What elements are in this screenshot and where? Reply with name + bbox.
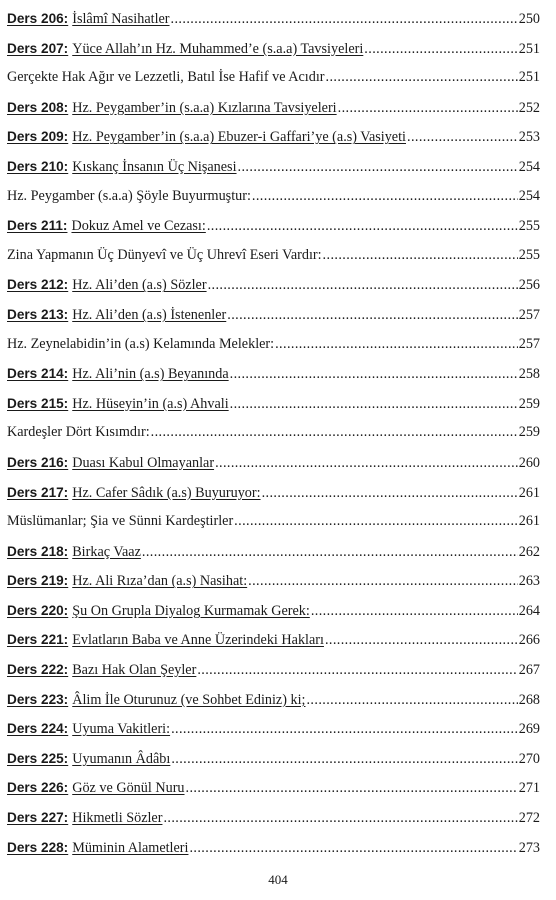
toc-entry[interactable] — [7, 803, 540, 833]
entry-title: Evlatların Baba ve Anne Üzerindeki Hakları — [72, 632, 324, 649]
lesson-number: Ders 207: — [7, 40, 69, 56]
dot-leader — [364, 35, 517, 65]
toc-entry[interactable] — [7, 270, 540, 300]
entry-page-number: 254 — [518, 187, 540, 204]
entry-page-number: 267 — [518, 662, 540, 679]
entry-title: Birkaç Vaaz — [72, 543, 141, 560]
toc-entry[interactable] — [7, 418, 540, 448]
dot-leader — [230, 360, 518, 390]
dot-leader — [326, 63, 518, 93]
lesson-number: Ders 214: — [7, 366, 69, 382]
entry-title: Hz. Ali Rıza’dan (a.s) Nasihat: — [72, 573, 248, 590]
lesson-number: Ders 210: — [7, 158, 69, 174]
entry-page-number: 257 — [518, 335, 540, 352]
toc-entry[interactable] — [7, 773, 540, 803]
lesson-number: Ders 221: — [7, 632, 69, 648]
dot-leader — [234, 507, 518, 537]
lesson-number: Ders 228: — [7, 839, 69, 855]
lesson-number: Ders 222: — [7, 662, 69, 678]
lesson-number: Ders 215: — [7, 395, 69, 411]
entry-title: Duası Kabul Olmayanlar — [72, 454, 215, 471]
dot-leader — [171, 5, 518, 35]
lesson-number: Ders 211: — [7, 218, 68, 234]
dot-leader — [252, 182, 518, 212]
dot-leader — [306, 686, 517, 716]
entry-title: Uyumanın Âdâbı — [72, 750, 171, 767]
toc-entry[interactable] — [7, 507, 540, 537]
entry-title: Hz. Peygamber (s.a.a) Şöyle Buyurmuştur: — [7, 187, 251, 204]
toc-entry[interactable] — [7, 63, 540, 93]
toc-entry[interactable] — [7, 300, 540, 330]
dot-leader — [325, 626, 518, 656]
dot-leader — [275, 330, 518, 360]
dot-leader — [163, 804, 517, 834]
dot-leader — [189, 834, 517, 864]
lesson-number: Ders 216: — [7, 454, 69, 470]
lesson-number: Ders 206: — [7, 11, 69, 26]
entry-title: Dokuz Amel ve Cezası: — [71, 218, 206, 235]
toc-entry[interactable] — [7, 537, 540, 567]
toc-entry[interactable] — [7, 152, 540, 182]
toc-entry[interactable] — [7, 655, 540, 685]
toc-entry[interactable] — [7, 389, 540, 419]
entry-title: Göz ve Gönül Nuru — [72, 780, 185, 797]
lesson-number: Ders 219: — [7, 573, 69, 589]
entry-title: Hz. Peygamber’in (s.a.a) Ebuzer-i Gaffari’ye (a.s) Vasiyeti — [72, 129, 406, 146]
lesson-number: Ders 217: — [7, 484, 69, 500]
entry-page-number: 261 — [518, 513, 540, 530]
toc-entry[interactable] — [7, 4, 540, 34]
entry-title: Hikmetli Sözler — [72, 810, 163, 827]
entry-title: Kıskanç İnsanın Üç Nişanesi — [72, 158, 237, 175]
entry-title: Kardeşler Dört Kısımdır: — [7, 424, 150, 441]
toc-entry[interactable] — [7, 478, 540, 508]
entry-page-number: 263 — [518, 573, 540, 590]
lesson-number: Ders 227: — [7, 810, 69, 826]
page-number: 404 — [268, 872, 288, 887]
dot-leader — [338, 94, 518, 124]
entry-page-number: 259 — [518, 395, 540, 412]
toc-entry[interactable] — [7, 566, 540, 596]
entry-page-number: 264 — [518, 602, 540, 619]
entry-page-number: 251 — [518, 40, 540, 57]
entry-title: Zina Yapmanın Üç Dünyevî ve Üç Uhrevî Eseri Vardır: — [7, 246, 322, 263]
lesson-number: Ders 225: — [7, 750, 69, 766]
dot-leader — [227, 301, 517, 331]
entry-title: Bazı Hak Olan Şeyler — [72, 662, 197, 679]
toc-entry[interactable] — [7, 182, 540, 212]
entry-title: Hz. Ali’nin (a.s) Beyanında — [72, 366, 229, 383]
toc-entry[interactable] — [7, 211, 540, 241]
entry-page-number: 269 — [518, 721, 540, 738]
entry-page-number: 252 — [518, 99, 540, 116]
toc-entry[interactable] — [7, 685, 540, 715]
entry-title: Şu On Grupla Diyalog Kurmamak Gerek: — [72, 602, 310, 619]
lesson-number: Ders 218: — [7, 543, 69, 559]
toc-entry[interactable] — [7, 122, 540, 152]
toc-entry[interactable] — [7, 241, 540, 271]
dot-leader — [323, 241, 518, 271]
lesson-number: Ders 223: — [7, 691, 69, 707]
entry-page-number: 256 — [518, 277, 540, 294]
entry-page-number: 258 — [518, 366, 540, 383]
dot-leader — [262, 479, 518, 509]
toc-entry[interactable] — [7, 34, 540, 64]
entry-title: Hz. Cafer Sâdık (a.s) Buyuruyor: — [72, 484, 261, 501]
table-of-contents — [7, 4, 540, 862]
lesson-number: Ders 212: — [7, 277, 69, 293]
toc-entry[interactable] — [7, 625, 540, 655]
lesson-number: Ders 209: — [7, 129, 69, 145]
dot-leader — [238, 153, 518, 183]
dot-leader — [151, 418, 518, 448]
entry-page-number: 255 — [518, 246, 540, 263]
lesson-number: Ders 224: — [7, 721, 69, 737]
entry-page-number: 268 — [518, 691, 540, 708]
entry-page-number: 266 — [518, 632, 540, 649]
dot-leader — [208, 271, 518, 301]
toc-entry[interactable] — [7, 596, 540, 626]
entry-title: İslâmî Nasihatler — [72, 11, 170, 27]
toc-entry[interactable] — [7, 448, 540, 478]
toc-entry[interactable] — [7, 833, 540, 863]
dot-leader — [311, 597, 518, 627]
lesson-number: Ders 226: — [7, 780, 69, 796]
entry-page-number: 260 — [518, 454, 540, 471]
lesson-number: Ders 213: — [7, 306, 69, 322]
entry-page-number: 257 — [518, 306, 540, 323]
entry-page-number: 262 — [518, 543, 540, 560]
dot-leader — [197, 656, 517, 686]
dot-leader — [215, 449, 518, 479]
entry-page-number: 255 — [518, 218, 540, 235]
dot-leader — [407, 123, 518, 153]
entry-page-number: 251 — [518, 69, 540, 86]
toc-entry[interactable] — [7, 714, 540, 744]
entry-title: Uyuma Vakitleri: — [72, 721, 171, 738]
entry-title: Hz. Ali’den (a.s) Sözler — [72, 277, 207, 294]
lesson-number: Ders 208: — [7, 99, 69, 115]
entry-page-number: 250 — [518, 11, 540, 27]
entry-title: Âlim İle Oturunuz (ve Sohbet Ediniz) ki; — [72, 691, 306, 708]
entry-title: Yüce Allah’ın Hz. Muhammed’e (s.a.a) Tavsiyeleri — [72, 40, 364, 57]
entry-page-number: 271 — [518, 780, 540, 797]
entry-title: Hz. Ali’den (a.s) İstenenler — [72, 306, 227, 323]
toc-entry[interactable] — [7, 330, 540, 360]
entry-title: Hz. Hüseyin’in (a.s) Ahvali — [72, 395, 229, 412]
entry-title: Hz. Zeynelabidin’in (a.s) Kelamında Melekler: — [7, 335, 275, 352]
dot-leader — [171, 715, 518, 745]
dot-leader — [142, 538, 518, 568]
entry-page-number: 253 — [518, 129, 540, 146]
entry-page-number: 270 — [518, 750, 540, 767]
toc-entry[interactable] — [7, 93, 540, 123]
dot-leader — [171, 745, 517, 775]
entry-title: Gerçekte Hak Ağır ve Lezzetli, Batıl İse Hafif ve Acıdır — [7, 69, 325, 86]
entry-title: Hz. Peygamber’in (s.a.a) Kızlarına Tavsiyeleri — [72, 99, 337, 116]
entry-title: Müminin Alametleri — [72, 839, 189, 856]
entry-page-number: 273 — [518, 839, 540, 856]
toc-entry[interactable] — [7, 359, 540, 389]
dot-leader — [207, 212, 518, 242]
lesson-number: Ders 220: — [7, 602, 69, 618]
toc-entry[interactable] — [7, 744, 540, 774]
dot-leader — [248, 567, 518, 597]
entry-page-number: 259 — [518, 424, 540, 441]
entry-page-number: 254 — [518, 158, 540, 175]
entry-title: Müslümanlar; Şia ve Sünni Kardeştirler — [7, 513, 234, 530]
entry-page-number: 261 — [518, 484, 540, 501]
dot-leader — [186, 774, 518, 804]
dot-leader — [230, 390, 518, 420]
entry-page-number: 272 — [518, 810, 540, 827]
